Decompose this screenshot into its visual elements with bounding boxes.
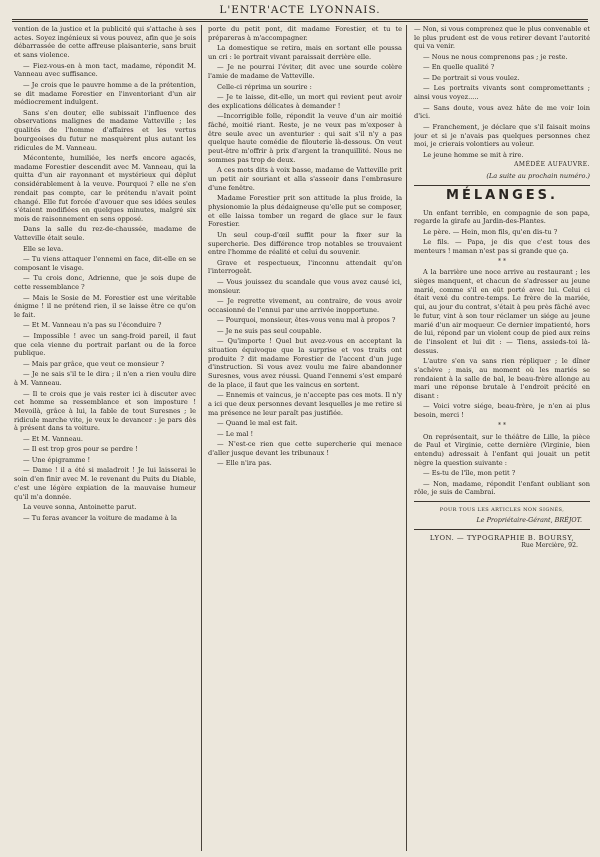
author-signature: AMÉDÉE AUFAUVRE. [514,161,590,169]
paragraph: — Une épigramme ! [23,455,91,464]
paragraph: — Tu crois donc, Adrienne, que je sois dupe de cette ressemblance ? [14,274,196,292]
printer-imprint: LYON. — TYPOGRAPHIE B. BOURSY, [429,533,575,542]
paragraph: — Es-tu de l'île, mon petit ? [423,469,516,478]
column-2 [208,25,402,851]
paragraph: — En quelle qualité ? [423,63,495,72]
paragraph: — Fiez-vous-en à mon tact, madame, répondit M. Vanneau avec suffisance. [14,61,196,79]
paragraph: — Le mal ! [217,429,254,438]
header-rule-double [12,21,588,22]
paragraph: — Je te laisse, dit-elle, un mort qui revient peut avoir des explications délicates à demander ! [208,93,402,110]
footer-rule [414,501,590,502]
paragraph: Elle se leva. [23,244,64,253]
paragraph: Madame Forestier prit son attitude la plus froide, la physionomie la plus dédaigneuse qu'elle put se composer, et elle laissa tomber un regard de glace sur le faux Forestier. [208,194,402,229]
paragraph: Le jeune homme se mit à rire. [423,150,524,159]
footer-note: POUR TOUS LES ARTICLES NON SIGNÉS, [439,507,565,514]
paragraph: Le père. — Hein, mon fils, qu'en dis-tu ? [423,227,558,236]
header-rule [12,19,588,20]
paragraph: — Mais par grâce, que veut ce monsieur ? [23,359,165,368]
column-3 [414,25,590,851]
paragraph: vention de la justice et la publicité qui s'attache à ses actes. Soyez ingénieux si vous pouvez, afin que je sois débarrassée de cette affreuse plaisanterie, sans bruit et sans violence. [14,25,196,60]
paragraph: La domestique se retira, mais en sortant elle poussa un cri : le portrait vivant paraissait derrière elle. [208,44,402,61]
paragraph: Un seul coup-d'œil suffit pour la fixer sur la supercherie. Des différence trop notables se trouvaient entre l'homme de réalité et celui du souvenir. [208,230,402,257]
paragraph: — De portrait si vous voulez. [423,73,520,82]
to-be-continued: (La suite au prochain numéro.) [486,172,590,181]
printer-address: Rue Mercière, 92. [521,542,578,550]
paragraph: — Il te crois que je vais rester ici à discuter avec cet homme sa ressemblance et son imposture ! Mevoilà, grâce à lui, la fable de tout Suresnes ; le ridicule marche vite, je veux le devancer : je pars dès à présent dans ta voiture. [14,389,196,433]
paragraph: — Et M. Vanneau. [23,434,83,443]
paragraph: — Non, madame, répondit l'enfant oubliant son rôle, je suis de Cambrai. [414,479,590,497]
paragraph: — Tu viens attaquer l'ennemi en face, dit-elle en se composant le visage. [14,255,196,272]
paragraph: — Tu feras avancer la voiture de madame à la [23,513,177,522]
paragraph: porte du petit pont, dit madame Forestier, et tu te prépareras à m'accompagner. [208,25,402,42]
paragraph: — Il est trop gros pour se perdre ! [23,445,138,454]
paragraph: — Sans doute, vous avez hâte de me voir loin d'ici. [414,103,590,121]
asterism: * * [498,257,506,265]
asterism: * * [498,421,506,429]
footer-gerant: Le Propriétaire-Gérant, BRÉJOT. [476,515,582,524]
paragraph: — Pourquoi, monsieur, êtes-vous venu mal à propos ? [217,316,396,325]
paragraph: Le fils. — Papa, je dis que c'est tous des menteurs ! maman n'est pas si grande que ça. [414,238,590,255]
paragraph: Mécontente, humiliée, les nerfs encore agacés, madame Forestier descendit avec M. Vanneau, qui la quitta d'un air rayonnant et mystérieux qui déplut considérablement à la veuve. Pourquoi ? elle ne s'en rendait pas compte, car le prétendu n'avait point changé. Elle fut forcée d'avouer que ses idées seules s'étaient modifiées en quelques minutes, malgré six mois de raisonnement en sens opposé. [14,154,196,223]
paragraph: Dans la salle du rez-de-chaussée, madame de Vatteville était seule. [14,225,196,243]
paragraph: — Mais le Sosie de M. Forestier est une véritable énigme ! il ne prétend rien, il se laisse être ce qu'on le fait. [14,293,196,319]
paragraph: — Vous jouissez du scandale que vous avez causé ici, monsieur. [208,277,402,295]
paragraph: — Je regrette vivement, au contraire, de vous avoir occasionné de l'ennui par une arrivée inopportune. [208,297,402,314]
paragraph: — Dame ! il a été si maladroit ! Je lui laisserai le soin d'en finir avec M. le revenant du Puits du Diable, c'est une légère expiation de la mauvaise humeur qu'il m'a donnée. [14,466,196,501]
masthead-title: L'ENTR'ACTE LYONNAIS. [219,4,381,16]
paragraph: L'autre s'en va sans rien répliquer ; le dîner s'achève ; mais, au moment où les mariés se rendaient à la salle de bal, le beau-frère allonge au mari une réponse brutale à l'endroit précité en disant : [414,357,590,400]
paragraph: La veuve sonna, Antoinette parut. [23,503,137,511]
paragraph: — Je ne pourrai l'éviter, dit avec une sourde colère l'amie de madame de Vatteville. [208,63,402,81]
melanges-heading: MÉLANGES. [446,187,558,203]
paragraph: Un enfant terrible, en compagnie de son papa, regarde la girafe au Jardin-des-Plantes. [414,208,590,226]
paragraph: — Elle n'ira pas. [217,459,272,468]
column-1 [14,25,196,851]
column-separator [406,25,407,851]
paragraph: Grave et respectueux, l'inconnu attendait qu'on l'interrogeât. [208,258,402,276]
paragraph: — Je ne suis pas seul coupable. [217,326,322,335]
paragraph: — Ennemis et vaincus, je n'accepte pas ces mots. Il n'y a ici que deux personnes devant lesquelles je me retire si ma présence ne leur paraît pas justifiée. [208,391,402,417]
section-rule [414,185,590,186]
paragraph: — Franchement, je déclare que s'il faisait moins jour et si je n'avais pas quelques personnes chez moi, je crierais volontiers au voleur. [414,122,590,149]
paragraph: — Voici votre siége, beau-frère, je n'en ai plus besoin, merci ! [414,402,590,420]
paragraph: — Non, si vous comprenez que le plus convenable et le plus prudent est de vous retirer devant l'autorité qui va venir. [414,25,590,51]
paragraph: — Qu'importe ! Quel but avez-vous en acceptant la situation équivoque que la surprise et vos traits ont produite ? dit madame Forestier de l'accent d'un juge d'instruction. Si vous avez voulu me faire abandonner Suresnes, vous avez réussi. Quand l'ennemi s'est emparé de la place, il faut que les vaincus en sortent. [208,337,402,389]
paragraph: —Incorrigible folle, répondit la veuve d'un air moitié fâché, moitié riant. Reste, je ne veux pas m'exposer à être seule avec un aventurier : qui sait s'il n'y a pas quelque haute comédie de filouterie là-dessous. On veut peut-être m'offrir à prix d'argent la tranquillité. Nous ne sommes pas trop de deux. [208,112,402,164]
paragraph: — Quand le mal est fait. [217,419,298,428]
paragraph: — Je ne sais s'il te le dira ; il n'en a rien voulu dire à M. Vanneau. [14,370,196,388]
paragraph: On représentait, sur le théâtre de Lille, la pièce de Paul et Virginie, cette dernière (Virginie, bien entendu) adressait à l'enfant qui jouait un petit nègre la question suivante : [414,432,590,467]
paragraph: A ces mots dits à voix basse, madame de Vatteville prit un petit air souriant et alla s'asseoir dans l'embrasure d'une fenêtre. [208,166,402,192]
footer-rule-2 [414,529,590,530]
paragraph: Sans s'en douter, elle subissait l'influence des observations malignes de madame Vatteville ; les qualités de l'homme d'affaires et les vertus bourgeoises du futur ne masquèrent plus autant les ridicules de M. Vanneau. [14,108,196,152]
paragraph: — Je crois que le pauvre homme a de la prétention, se dit madame Forestier en l'inventoriant d'un air médiocrement indulgent. [14,80,196,107]
paragraph: A la barrière une noce arrive au restaurant ; les sièges manquent, et chacun de s'adresser au jeune marié, comme s'il en eût porté avec lui. Celui ci était vexé du contre-temps. Le frère de la mariée, qui, au jour du contrat, s'était à peu près fâché avec le futur, vint à son tour réclamer un siége au jeune marié d'un air moqueur. Ce dernier impatienté, hors de lui, répond par un violent coup de pied aux reins de l'insolent et lui dit : — Tiens, assieds-toi là-dessus. [414,268,590,355]
paragraph: — Impossible ! avec un sang-froid pareil, il faut que cela vienne du portrait parlant ou de la force publique. [14,331,196,358]
paragraph: — N'est-ce rien que cette supercherie qui menace d'aller jusque devant les tribunaux ! [208,440,402,457]
paragraph: — Nous ne nous comprenons pas ; je reste. [423,52,568,61]
paragraph: — Et M. Vanneau n'a pas su l'éconduire ? [23,321,162,330]
column-separator [201,25,202,851]
paragraph: — Les portraits vivants sont compromettants ; ainsi vous voyez..... [414,84,590,102]
paragraph: Celle-ci réprima un sourire : [217,82,312,91]
